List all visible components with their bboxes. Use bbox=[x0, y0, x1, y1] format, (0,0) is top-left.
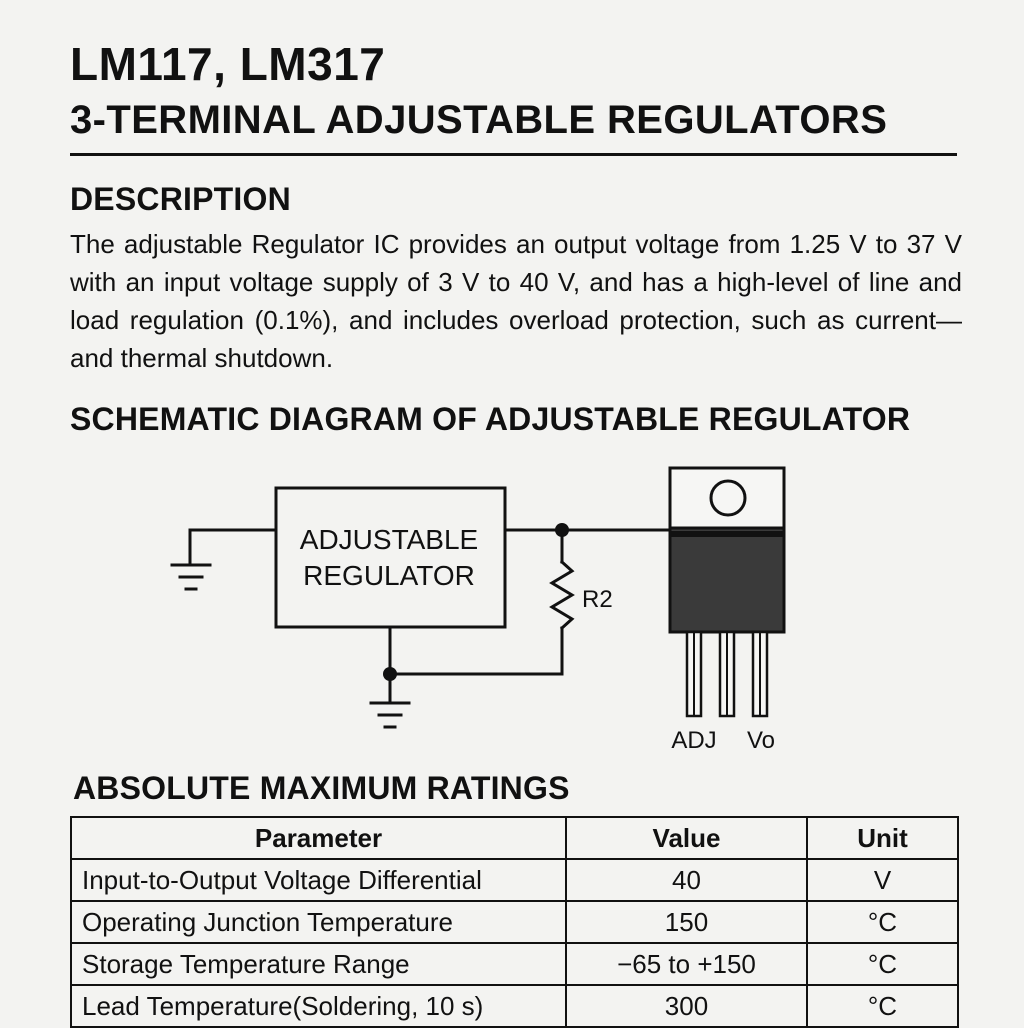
unit-cell: V bbox=[807, 859, 958, 901]
value-cell: 40 bbox=[566, 859, 807, 901]
ratings-table bbox=[70, 816, 959, 1028]
table-row bbox=[71, 985, 958, 1027]
input-wire bbox=[190, 530, 276, 562]
description-text: The adjustable Regulator IC provides an output voltage from 1.25 V to 37 V with an input voltage supply of 3 V to 40 V, and has a high-level of line and load regulation (0.1%), and includes overload protection, such as current— and thermal shutdown. bbox=[70, 229, 962, 373]
ground-symbol-left bbox=[172, 565, 210, 589]
parameter-cell: Lead Temperature(Soldering, 10 s) bbox=[71, 985, 566, 1027]
column-header-unit: Unit bbox=[807, 817, 958, 859]
junction-dot-top bbox=[555, 523, 569, 537]
table-row bbox=[71, 859, 958, 901]
pin-label-vo: Vo bbox=[746, 727, 776, 754]
page-title: LM117, LM317 bbox=[70, 38, 386, 90]
value-cell: 150 bbox=[566, 901, 807, 943]
table-header-row bbox=[71, 817, 958, 859]
parameter-cell: Input-to-Output Voltage Differential bbox=[71, 859, 566, 901]
resistor-r2 bbox=[552, 562, 572, 628]
mounting-hole bbox=[711, 481, 745, 515]
table-row bbox=[71, 901, 958, 943]
package-body bbox=[670, 528, 784, 632]
schematic-diagram bbox=[0, 450, 1024, 770]
unit-cell: °C bbox=[807, 943, 958, 985]
parameter-cell: Operating Junction Temperature bbox=[71, 901, 566, 943]
title-divider bbox=[70, 153, 957, 156]
parameter-cell: Storage Temperature Range bbox=[71, 943, 566, 985]
ground-symbol-bottom bbox=[371, 703, 409, 727]
resistor-return-wire bbox=[390, 628, 562, 674]
column-header-value: Value bbox=[566, 817, 807, 859]
block-label-line2: REGULATOR bbox=[303, 560, 475, 591]
value-cell: −65 to +150 bbox=[566, 943, 807, 985]
column-header-parameter: Parameter bbox=[71, 817, 566, 859]
resistor-label: R2 bbox=[582, 586, 613, 613]
value-cell: 300 bbox=[566, 985, 807, 1027]
table-row bbox=[71, 943, 958, 985]
pin-label-adj: ADJ bbox=[671, 727, 717, 754]
to220-package bbox=[670, 468, 784, 716]
ratings-heading: ABSOLUTE MAXIMUM RATINGS bbox=[73, 770, 570, 806]
block-label-line1: ADJUSTABLE bbox=[299, 524, 479, 555]
page-subtitle: 3-TERMINAL ADJUSTABLE REGULATORS bbox=[70, 98, 888, 142]
schematic-heading: SCHEMATIC DIAGRAM OF ADJUSTABLE REGULATOR bbox=[70, 401, 911, 437]
description-heading: DESCRIPTION bbox=[70, 181, 291, 217]
unit-cell: °C bbox=[807, 985, 958, 1027]
adjustable-regulator-block bbox=[276, 488, 505, 627]
unit-cell: °C bbox=[807, 901, 958, 943]
junction-dot-bottom bbox=[383, 667, 397, 681]
